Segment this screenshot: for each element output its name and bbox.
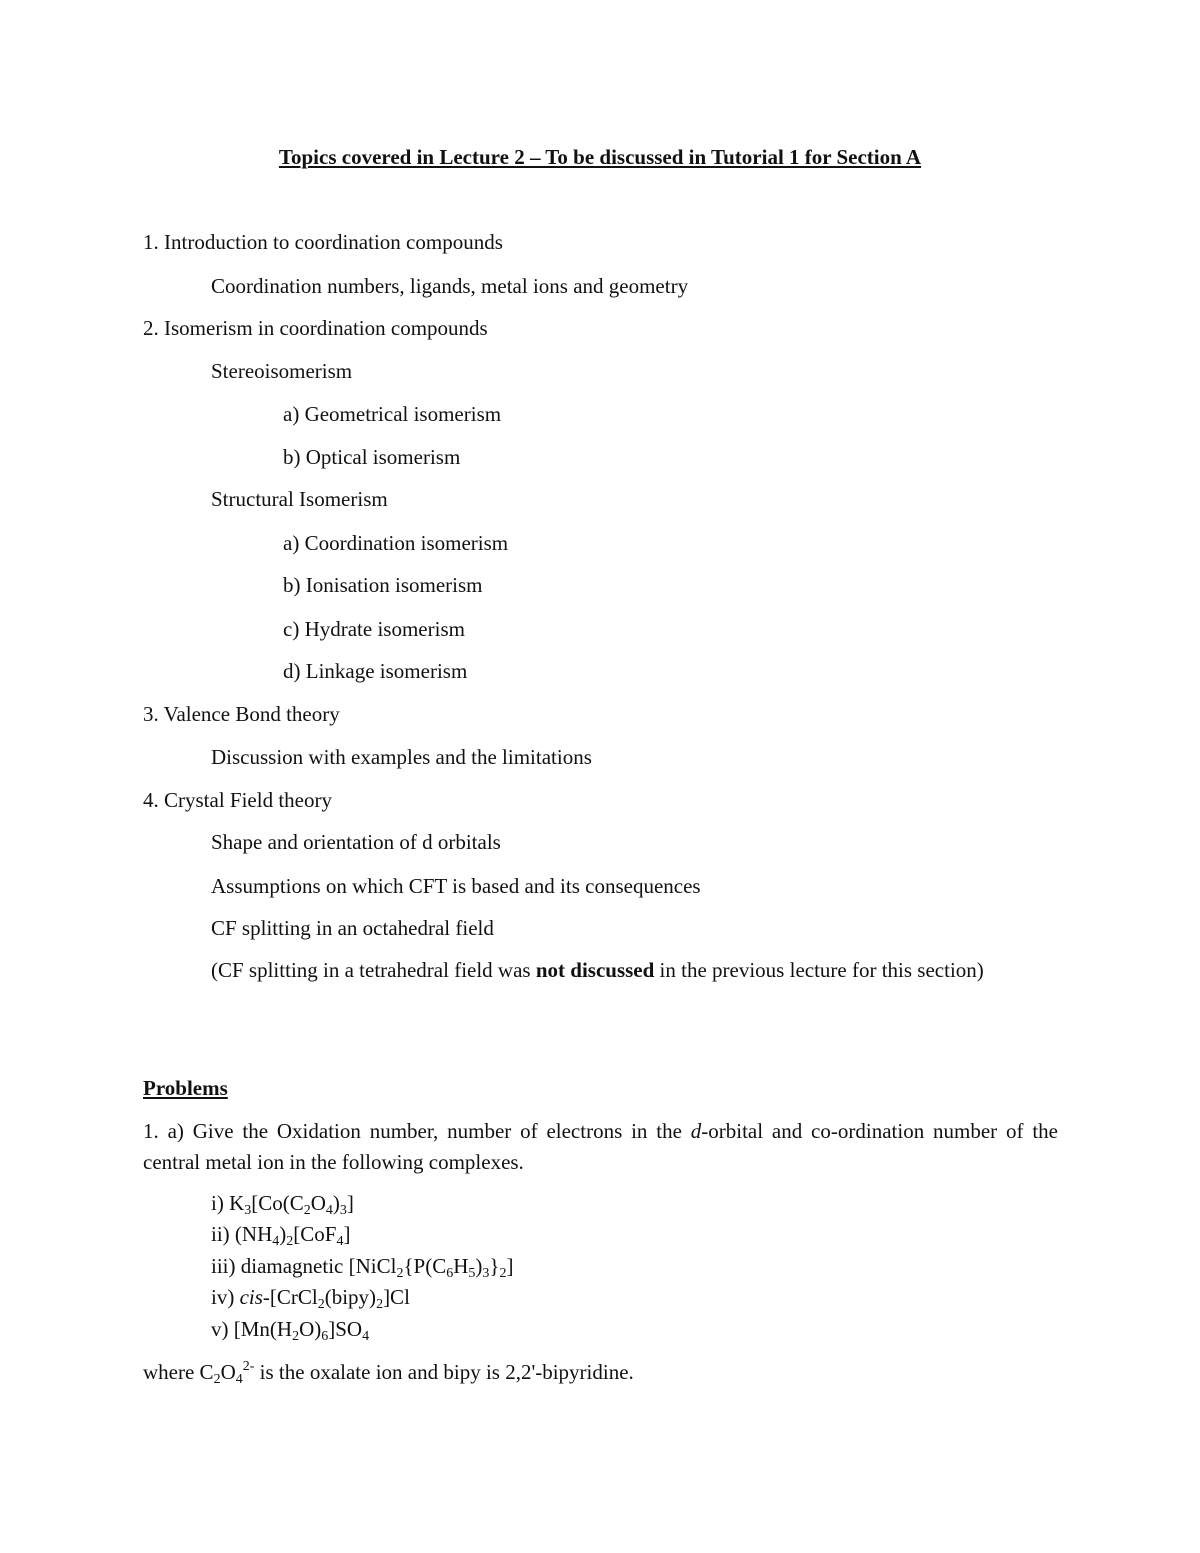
complex-2-label: ii) (NH	[211, 1222, 273, 1246]
topic-2-structural: Structural Isomerism	[211, 487, 388, 511]
complex-2: ii) $(NH_4)_2[CoF_4]$	[211, 1222, 351, 1249]
note-prefix: where C	[143, 1360, 214, 1384]
complex-3: iii) diamagnetic $[NiCl_2\{P(C_6H_5)_3\}_2]$	[211, 1254, 514, 1281]
problems-heading: Problems	[143, 1076, 228, 1100]
topic-3-detail: Discussion with examples and the limitations	[211, 745, 592, 769]
complex-5: v) $[Mn(H_2O)_6]SO_4$	[211, 1317, 370, 1344]
topic-2-struct-d: d) Linkage isomerism	[283, 659, 468, 683]
topic-2-stereoisomerism: Stereoisomerism	[211, 359, 353, 383]
note-emphasis: not discussed	[535, 958, 655, 982]
problem-1-text-start: 1. a) Give the Oxidation number, number of electrons in the	[143, 1119, 691, 1143]
topic-2: 2. Isomerism in coordination compounds	[143, 316, 488, 340]
complex-1: i) $K_3[Co(C_2O_4)_3]$	[211, 1191, 354, 1218]
problem-1-text	[143, 1116, 1058, 1178]
d-orbital-letter: d	[690, 1119, 702, 1143]
complex-4-label: iv)	[211, 1285, 240, 1309]
note-suffix: is the oxalate ion and bipy is 2,2'-bipyridine.	[254, 1360, 634, 1384]
topic-1: 1. Introduction to coordination compounds	[143, 230, 503, 254]
topic-2-struct-a: a) Coordination isomerism	[283, 531, 509, 555]
problem-1-text-end: -orbital and co-ordination number of the central metal ion in the following complexes.	[143, 1119, 1059, 1174]
complex-1-label: i) K	[211, 1191, 245, 1215]
complex-5-label: v) [Mn(H	[211, 1317, 293, 1341]
topic-4-detail-3: CF splitting in an octahedral field	[211, 916, 494, 940]
topic-3: 3. Valence Bond theory	[143, 702, 340, 726]
note-text-start: (CF splitting in a tetrahedral field was	[211, 958, 536, 982]
topic-4-detail-2: Assumptions on which CFT is based and its consequences	[211, 874, 701, 898]
cis-prefix: cis	[239, 1285, 263, 1309]
topic-2-stereo-a: a) Geometrical isomerism	[283, 402, 502, 426]
topic-2-struct-c: c) Hydrate isomerism	[283, 617, 465, 641]
note-text-end: in the previous lecture for this section)	[654, 958, 984, 982]
page-title: Topics covered in Lecture 2 – To be discussed in Tutorial 1 for Section A	[278, 145, 922, 169]
topic-4: 4. Crystal Field theory	[143, 788, 332, 812]
topic-2-struct-b: b) Ionisation isomerism	[283, 573, 483, 597]
complex-4: iv) cis-$[CrCl_2(bipy)_2]Cl$	[211, 1285, 410, 1312]
topic-1-detail: Coordination numbers, ligands, metal ions and geometry	[211, 274, 689, 298]
topic-2-stereo-b: b) Optical isomerism	[283, 445, 461, 469]
problem-1-note: where $C_2O_4^{2-}$ is the oxalate ion and bipy is 2,2'-bipyridine.	[143, 1359, 634, 1387]
topic-4-note	[211, 955, 1058, 986]
complex-3-label: iii) diamagnetic [NiCl	[211, 1254, 397, 1278]
topic-4-detail-1: Shape and orientation of d orbitals	[211, 830, 501, 854]
